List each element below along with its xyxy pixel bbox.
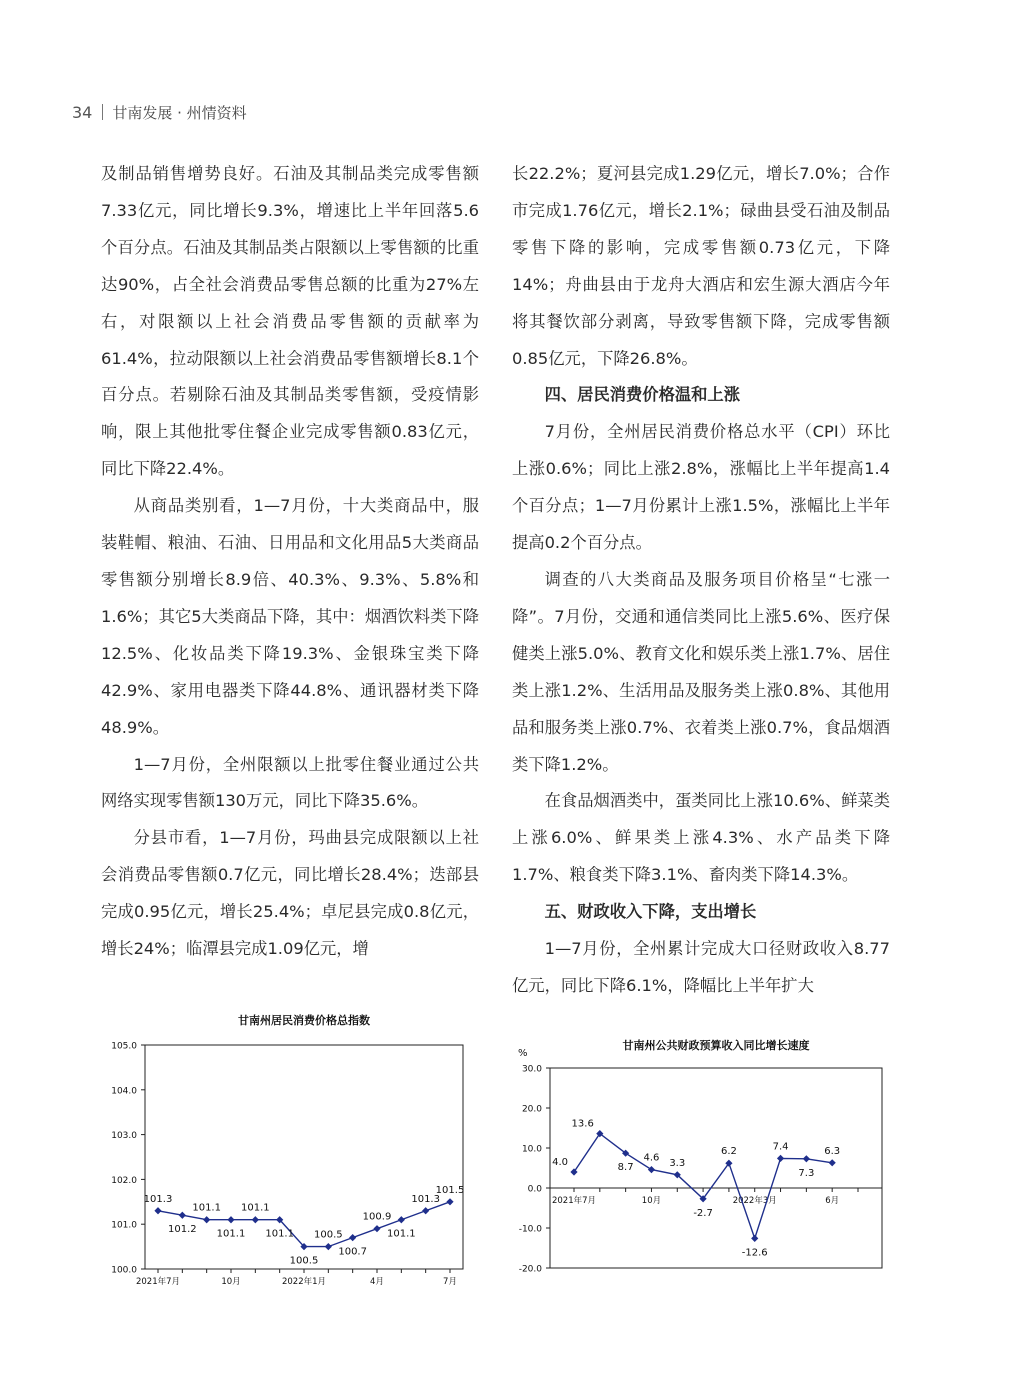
data-point (751, 1235, 758, 1242)
publication-title: 甘南发展 · 州情资料 (112, 103, 247, 122)
data-label: 100.5 (314, 1229, 343, 1241)
y-tick-label: 10.0 (521, 1144, 542, 1155)
y-tick-label: 103.0 (111, 1131, 137, 1142)
data-label: 101.1 (265, 1228, 294, 1240)
x-tick-label: 6月 (825, 1196, 840, 1206)
data-label: 6.3 (824, 1145, 841, 1157)
y-tick-label: 104.0 (111, 1086, 137, 1097)
paragraph: 长22.2%；夏河县完成1.29亿元，增长7.0%；合作市完成1.76亿元，增长2.1%；碌曲县受石油及制品零售下降的影响，完成零售额0.73亿元，下降14%；舟曲县由于龙舟大酒店和宏生源大酒店今年将其餐饮部分剥离，导致零售额下降，完成零售额0.85亿元，下降26.8%。 (512, 164, 890, 368)
page-number: 34 (72, 102, 93, 122)
paragraph: 7月份，全州居民消费价格总水平（CPI）环比上涨0.6%；同比上涨2.8%，涨幅比上半年提高1.4个百分点；1—7月份累计上涨1.5%，涨幅比上半年提高0.2个百分点。 (512, 422, 890, 553)
data-label: 101.1 (216, 1228, 246, 1240)
data-point (349, 1234, 356, 1241)
revenue-growth-chart-svg (510, 1030, 890, 1280)
data-point (373, 1225, 380, 1232)
x-tick-label: 10月 (641, 1196, 662, 1206)
y-tick-label: 101.0 (111, 1220, 137, 1231)
data-label: 101.5 (435, 1184, 465, 1196)
data-point (829, 1159, 836, 1166)
data-label: 3.3 (669, 1157, 686, 1169)
x-tick-label: 2022年3月 (732, 1196, 777, 1206)
data-label: 100.7 (338, 1246, 367, 1258)
data-label: 4.6 (643, 1152, 660, 1164)
paragraph: 1—7月份，全州限额以上批零住餐业通过公共网络实现零售额130万元，同比下降35.6%。 (101, 754, 479, 811)
data-label: 100.9 (362, 1211, 392, 1223)
data-point (803, 1155, 810, 1162)
data-point (154, 1207, 161, 1214)
data-point (398, 1216, 405, 1223)
data-label: -2.7 (693, 1207, 713, 1219)
y-tick-label: -10.0 (518, 1224, 542, 1235)
x-tick-label: 10月 (221, 1277, 241, 1287)
data-label: 4.0 (552, 1157, 568, 1168)
data-point (648, 1166, 655, 1173)
x-tick-label: 7月 (443, 1277, 457, 1287)
x-tick-label: 4月 (370, 1277, 384, 1287)
y-axis-unit: % (518, 1048, 528, 1059)
cpi-chart (95, 1008, 480, 1298)
paragraph: 及制品销售增势良好。石油及其制品类完成零售额7.33亿元，同比增长9.3%，增速比上半年回落5.6个百分点。石油及其制品类占限额以上零售额的比重达90%，占全社会消费品零售总额的比重为27%左右，对限额以上社会消费品零售额的贡献率为61.4%，拉动限额以上社会消费品零售额增长8.1个百分点。若剔除石油及其制品类零售额，受疫情影响，限上其他批零住餐企业完成零售额0.83亿元，同比下降22.4%。 (101, 164, 479, 479)
data-label: 7.4 (772, 1141, 789, 1153)
data-label: 6.2 (720, 1146, 737, 1158)
data-label: 101.3 (143, 1193, 173, 1205)
y-tick-label: 100.0 (111, 1265, 137, 1276)
revenue-growth-chart (510, 1030, 890, 1280)
chart-title: 甘南州公共财政预算收入同比增长速度 (622, 1039, 810, 1052)
data-point (227, 1216, 234, 1223)
data-point (325, 1243, 332, 1250)
data-point (179, 1212, 186, 1219)
x-tick-label: 2021年7月 (135, 1277, 181, 1287)
data-label: 101.1 (241, 1202, 270, 1214)
paragraph: 从商品类别看，1—7月份，十大类商品中，服装鞋帽、粮油、石油、日用品和文化用品5大类商品零售额分别增长8.9倍、40.3%、9.3%、5.8%和1.6%；其它5大类商品下降，其中：烟酒饮料类下降12.5%、化妆品类下降19.3%、金银珠宝类下降42.9%、家用电器类下降44.8%、通讯器材类下降48.9%。 (101, 496, 479, 737)
data-label: 101.1 (192, 1202, 221, 1214)
data-point (446, 1198, 453, 1205)
page-header (72, 100, 247, 124)
header-divider (102, 104, 103, 120)
paragraph: 调查的八大类商品及服务项目价格呈“七涨一降”。7月份，交通和通信类同比上涨5.6%、医疗保健类上涨5.0%、教育文化和娱乐类上涨1.7%、居住类上涨1.2%、生活用品及服务类上涨0.8%、其他用品和服务类上涨0.7%、衣着类上涨0.7%，食品烟酒类下降1.2%。 (512, 569, 890, 774)
data-label: 8.7 (617, 1162, 634, 1174)
data-label: 101.2 (168, 1224, 197, 1236)
data-label: 13.6 (571, 1118, 594, 1130)
data-label: 7.3 (798, 1167, 815, 1179)
right-column (512, 156, 890, 1005)
section-heading: 四、居民消费价格温和上涨 (544, 385, 740, 405)
paragraph: 在食品烟酒类中，蛋类同比上涨10.6%、鲜菜类上涨6.0%、鲜果类上涨4.3%、水产品类下降1.7%、粮食类下降3.1%、畜肉类下降14.3%。 (512, 791, 890, 885)
y-tick-label: 20.0 (521, 1104, 542, 1115)
y-tick-label: 102.0 (111, 1175, 137, 1186)
data-label: 100.5 (289, 1255, 319, 1267)
paragraph: 1—7月份，全州累计完成大口径财政收入8.77亿元，同比下降6.1%，降幅比上半年扩大 (512, 939, 890, 995)
data-point (203, 1216, 210, 1223)
x-tick-label: 2022年1月 (281, 1277, 327, 1287)
cpi-chart-svg (95, 1008, 480, 1298)
chart-title: 甘南州居民消费价格总指数 (238, 1014, 370, 1027)
section-heading: 五、财政收入下降，支出增长 (544, 902, 757, 922)
plot-frame (550, 1068, 882, 1268)
y-tick-label: 105.0 (111, 1041, 137, 1052)
y-tick-label: 30.0 (521, 1064, 542, 1075)
data-label: 101.3 (411, 1193, 440, 1205)
left-column (101, 156, 479, 968)
y-tick-label: -20.0 (518, 1264, 542, 1275)
series-line (574, 1134, 832, 1239)
data-point (777, 1155, 784, 1162)
data-point (252, 1216, 259, 1223)
data-label: 101.1 (387, 1228, 416, 1240)
y-tick-label: 0.0 (527, 1184, 542, 1195)
paragraph: 分县市看，1—7月份，玛曲县完成限额以上社会消费品零售额0.7亿元，同比增长28.4%；迭部县完成0.95亿元，增长25.4%；卓尼县完成0.8亿元，增长24%；临潭县完成1.09亿元，增 (101, 828, 479, 959)
data-point (422, 1207, 429, 1214)
data-label: -12.6 (741, 1247, 768, 1259)
x-tick-label: 2021年7月 (551, 1196, 597, 1206)
